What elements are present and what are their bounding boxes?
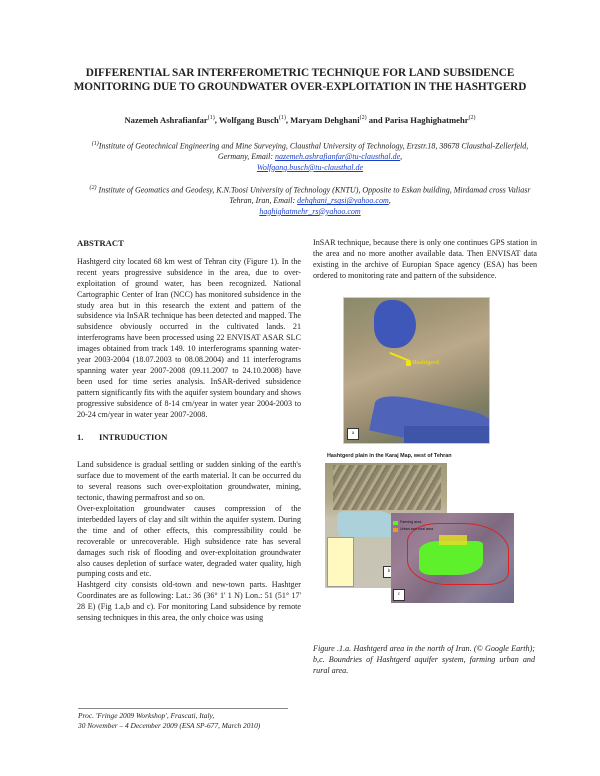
footnote-line: 30 November – 4 December 2009 (ESA SP-677, March 2010) <box>78 720 261 730</box>
footnote-divider <box>78 708 288 709</box>
body-paragraph: Land subsidence is gradual settling or sudden sinking of the earth's surface due to movement of the earth material. It can be occurred du to several reasons such over-exploitation groundwater, mining, tectonic, thawing permafrost and so on. <box>77 460 301 503</box>
plain-area <box>337 511 397 537</box>
map-label: Hashtgerd <box>412 360 439 366</box>
section-title: INTRUDUCTION <box>99 431 168 442</box>
email-link[interactable]: haghighatmehr_rs@yahoo.com <box>259 206 361 216</box>
right-column <box>313 238 537 282</box>
author-name: Parisa Haghighatmehr <box>384 115 469 125</box>
footnote-line: Proc. 'Fringe 2009 Workshop', Frascati, Italy, <box>78 711 215 720</box>
panel-label: c <box>393 589 405 601</box>
affiliation-mark: (2) <box>89 185 97 191</box>
section-number: 1. <box>77 431 84 442</box>
sea-shape <box>404 426 490 444</box>
email-link[interactable]: dehghani_rsgsi@yahoo.com <box>297 196 389 206</box>
email-link[interactable]: Wolfgang.busch@tu-clausthal.de <box>256 162 364 172</box>
email-link[interactable]: nazemeh.ashrafianfar@tu-clausthal.de <box>274 152 401 162</box>
affiliation-text: Institute of Geotechnical Engineering and Mine Surveying, Clausthal University of Technology, Erzstr.18, 38678 Clausthal-Zellerfeld, Germany, Email: <box>98 141 529 162</box>
introduction-heading <box>77 432 301 443</box>
legend-label: Farming area <box>400 520 422 524</box>
author-list <box>60 115 540 125</box>
affiliation-1: $^{(1)}$Institute of Geotechnical Engineering and Mine Surveying, Clausthal University of Technology, Erzstr.18, 38678 Clausthal-Zellerfeld, Germany, Email: nazemeh.ashrafianfar@tu-clausthal.de, Wolfgang.busch@tu-clausthal.de <box>91 141 529 172</box>
separator: , <box>285 115 291 125</box>
author-affiliation-mark: (2) <box>359 115 367 122</box>
proceedings-footnote <box>78 711 260 730</box>
farming-area <box>419 541 483 575</box>
caspian-sea-shape <box>374 300 416 348</box>
panel-label: b <box>383 566 395 578</box>
figure-1a-satellite-map <box>343 297 490 444</box>
separator: , <box>214 115 219 125</box>
figure-caption: Figure .1.a. Hashtgerd area in the north of Iran. (© Google Earth); b,c. Boundries of Hashtgerd aquifer system, farming urban and rural area. <box>313 644 535 675</box>
figure-1c-land-use-map <box>391 513 514 603</box>
separator: and <box>366 115 385 125</box>
panel-label: a <box>347 428 359 440</box>
affiliation-text: Institute of Geomatics and Geodesy, K.N.Toosi University of Technology (KNTU), Opposite to Eskan building, Mirdamad cross Valiasr Tehran, Iran, Email: <box>98 185 531 206</box>
author-affiliation-mark: (1) <box>207 115 215 122</box>
left-column <box>77 238 301 624</box>
body-paragraph: Over-exploitation groundwater causes compression of the interbedded layers of clay and silt within the aquifer system. During the time and of other effects, this compressibility could be recoverable or unrecoverable. High subsidence rate has several damages such risk of flooding and over-exploitation groundwater also causes depletion of surface water, degraded water quality, high pumping costs and etc. <box>77 504 301 579</box>
body-paragraph: Hashtgerd city consists old-town and new-town parts. Hashtger Coordinates are as following: Lat.: 36 (36° 1' 1 N) Lon.: 51 (51° 17' 28 E) (Fig 1.a,b and c). For monitoring Land subsidence by remote sensing techniques in this area, the only choice was using <box>77 580 301 623</box>
mountain-relief <box>333 465 441 510</box>
author-name: Wolfgang Busch <box>218 115 279 125</box>
body-paragraph: InSAR technique, because there is only one continues GPS station in the area and no more another available data. Then ENVISAT data existing in the archive of Europian Space agency (ESA) has been ordered to monitoring rate and pattern of the subsidence. <box>313 238 537 280</box>
affiliation-2: $^{(2)}$ Institute of Geomatics and Geodesy, K.N.Toosi University of Technology (KNTU), Opposite to Eskan building, Mirdamad cross Valiasr Tehran, Iran, Email: dehghani_rsgsi@yahoo.com, haghighatmehr_rs@yahoo.com <box>89 185 531 216</box>
author-affiliation-mark: (1) <box>278 115 286 122</box>
urban-area <box>439 535 467 545</box>
abstract-text: Hashtgerd city located 68 km west of Tehran city (Figure 1). In the recent years progressive subsidence in the area, due to over-exploitation of ground water, has been recognized. National Cartographic Center of Iran (NCC) has monitored subsidence in the study area but in this research the extent and pattern of the subsidence via InSAR technique has been detected and mapped. The subsidence obviously occurred in the cultivated lands. 21 interferograms have been processed using 22 ENVISAT ASAR SLC images obtained from track 149. 10 interferograms spanning water-year 2003-2004 (18.07.2003 to 08.08.2004) and 11 interferograms spanning water year 2007-2008 (09.11.2007 to 24.10.2008) have been used for time series analysis. InSAR-derived subsidence pattern significantly fits with the aquifer system boundary and shows progressive subsidence of 8-14 cm/year in water year 2004-2003 to 20-24 cm/year in water year 2007-2008. <box>77 256 301 419</box>
legend-label: Urban and rural area <box>400 527 434 531</box>
map-legend <box>327 537 354 587</box>
affiliation-mark: (1) <box>91 141 99 147</box>
author-name: Nazemeh Ashrafianfar <box>124 115 208 125</box>
legend-swatch-farming <box>393 521 398 525</box>
paper-title: DIFFERENTIAL SAR INTERFEROMETRIC TECHNIQUE FOR LAND SUBSIDENCE MONITORING DUE TO GROUNDWATER OVER-EXPLOITATION IN THE HASHTGERD <box>73 67 527 93</box>
location-marker-icon <box>406 361 411 366</box>
figure-1b-title: Hashtgerd plain in the Karaj Map, west of Tehran <box>327 453 452 459</box>
abstract-heading: ABSTRACT <box>77 238 124 248</box>
author-affiliation-mark: (2) <box>468 115 476 122</box>
legend-swatch-urban <box>393 528 398 532</box>
author-name: Maryam Dehghani <box>290 115 360 125</box>
